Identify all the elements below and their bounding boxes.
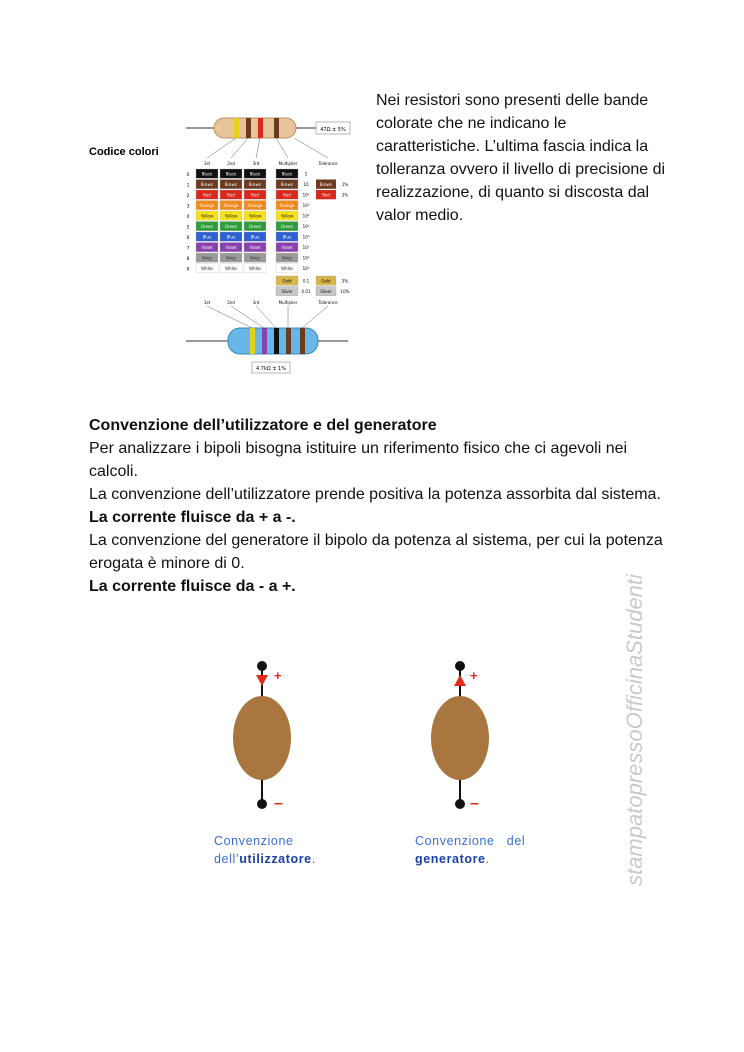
color-name: Red xyxy=(227,192,235,198)
column-header: 1st xyxy=(203,300,211,305)
multiplier-value: 0.1 xyxy=(302,278,310,284)
digit-label: 4 xyxy=(186,215,190,220)
multiplier-value: 10⁹ xyxy=(302,266,310,271)
color-name: Green xyxy=(224,224,238,229)
minus-sign: – xyxy=(470,795,479,812)
color-name: Green xyxy=(200,224,214,229)
color-name: Red xyxy=(283,192,291,198)
color-code-label: Codice colori xyxy=(89,146,159,158)
color-name: Violet xyxy=(281,245,293,250)
digit-label: 9 xyxy=(186,267,190,273)
color-name: Grey xyxy=(250,255,260,261)
multiplier-value: 10⁷ xyxy=(302,245,310,250)
color-name: White xyxy=(281,266,293,271)
multiplier-value: 1 xyxy=(304,171,308,177)
bipole-user-convention-diagram xyxy=(222,658,302,818)
color-name: Violet xyxy=(201,245,213,250)
tolerance-value: 2% xyxy=(341,192,349,198)
digit-label: 5 xyxy=(186,225,190,231)
section-para-1: Per analizzare i bipoli bisogna istituire un riferimento fisico che ci agevoli nei calcoli. xyxy=(89,440,628,480)
color-name: Violet xyxy=(249,245,261,250)
generator-caption-period: . xyxy=(485,852,490,866)
color-name: Brown xyxy=(200,182,214,187)
bottom-value-label: 4.7kΩ ± 1% xyxy=(256,366,286,372)
current-direction-user: La corrente fluisce da + a -. xyxy=(89,509,296,526)
color-name: Blue xyxy=(226,234,236,240)
column-header: 3rd xyxy=(252,161,260,166)
column-header: 2nd xyxy=(227,161,235,166)
plus-sign: + xyxy=(470,668,478,683)
multiplier-value: 10⁸ xyxy=(302,255,310,261)
user-caption-period: . xyxy=(311,852,316,866)
color-name: Brown xyxy=(224,182,238,187)
tolerance-value: 10% xyxy=(340,289,350,294)
top-terminal xyxy=(455,661,465,671)
bottom-terminal xyxy=(455,799,465,809)
multiplier-value: 10² xyxy=(302,192,310,198)
color-name: Yellow xyxy=(224,213,238,219)
color-name: Blue xyxy=(282,234,292,240)
multiplier-value: 10⁶ xyxy=(302,234,310,240)
color-name: Black xyxy=(249,171,261,177)
bipole-body xyxy=(233,696,291,780)
section-heading: Convenzione dell’utilizzatore e del generatore xyxy=(89,417,437,434)
color-name: White xyxy=(201,266,213,271)
tolerance-name: Gold xyxy=(321,278,331,284)
generator-caption-line1: Convenzione del xyxy=(415,834,526,848)
color-name: Red xyxy=(203,192,211,198)
generator-convention-caption xyxy=(415,832,525,868)
color-name: Grey xyxy=(282,255,292,261)
color-name: Brown xyxy=(280,182,294,187)
color-name: Green xyxy=(248,224,262,229)
color-name: Yellow xyxy=(200,213,214,219)
generator-caption-keyword: generatore xyxy=(415,852,486,866)
top-terminal xyxy=(257,661,267,671)
digit-label: 8 xyxy=(186,257,190,262)
bipole-generator-convention-diagram xyxy=(420,658,500,818)
color-name: Yellow xyxy=(280,213,294,219)
tolerance-name: Silver xyxy=(320,289,332,294)
tolerance-value: 5% xyxy=(341,278,349,284)
multiplier-value: 10³ xyxy=(302,203,310,208)
section-para-3: La convenzione del generatore il bipolo da potenza al sistema, per cui la potenza erogata è minore di 0. xyxy=(89,532,663,572)
color-name: Yellow xyxy=(248,213,262,219)
color-name: White xyxy=(249,266,261,271)
user-convention-caption xyxy=(214,832,316,868)
color-name: Blue xyxy=(250,234,260,240)
column-header: Tolerance xyxy=(318,300,338,305)
digit-label: 7 xyxy=(186,246,190,252)
color-name: Orange xyxy=(247,203,263,208)
color-name: Grey xyxy=(202,255,212,261)
digit-label: 6 xyxy=(186,236,190,241)
column-header: Multiplier xyxy=(278,161,298,166)
user-caption-prefix: dell’ xyxy=(214,852,240,866)
resistor-color-code-figure xyxy=(176,108,356,376)
column-header: Multiplier xyxy=(278,300,298,305)
convention-section xyxy=(89,414,669,598)
top-value-label: 47Ω ± 5% xyxy=(320,127,346,133)
tolerance-name: Brown xyxy=(319,182,333,187)
color-name: White xyxy=(225,266,237,271)
multiplier-value: 10⁵ xyxy=(302,224,310,229)
color-name: Gold xyxy=(282,278,292,284)
band-pointer-line xyxy=(302,306,328,328)
watermark xyxy=(610,540,660,920)
current-arrow-up-icon xyxy=(454,675,466,686)
color-name: Red xyxy=(251,192,259,198)
color-name: Black xyxy=(225,171,237,177)
color-name: Green xyxy=(280,224,294,229)
color-name: Orange xyxy=(279,203,295,208)
digit-label: 2 xyxy=(186,194,190,199)
tolerance-name: Red xyxy=(322,192,330,198)
digit-label: 0 xyxy=(186,173,190,178)
watermark-text: stampatopressoOfficinaStudenti xyxy=(622,574,647,886)
current-direction-generator: La corrente fluisce da - a +. xyxy=(89,578,296,595)
user-caption-keyword: utilizzatore xyxy=(239,852,312,866)
color-name: Silver xyxy=(281,289,293,294)
intro-paragraph: Nei resistori sono presenti delle bande colorate che ne indicano le caratteristiche. L’ultima fascia indica la tolleranza ovvero il livello di precisione di realizzazione, di quanto si discosta dal valor medio. xyxy=(376,92,666,224)
color-name: Orange xyxy=(199,203,215,208)
color-name: Blue xyxy=(202,234,212,240)
column-header: 1st xyxy=(203,161,211,166)
digit-label: 3 xyxy=(186,204,190,210)
user-caption-line1: Convenzione xyxy=(214,834,294,848)
digit-label: 1 xyxy=(186,183,190,189)
color-name: Grey xyxy=(226,255,236,261)
color-name: Black xyxy=(201,171,213,177)
column-header: 2nd xyxy=(227,300,235,305)
color-name: Black xyxy=(281,171,293,177)
column-header: Tolerance xyxy=(318,161,338,166)
multiplier-value: 10⁴ xyxy=(302,213,310,219)
minus-sign: – xyxy=(274,795,283,812)
tolerance-value: 1% xyxy=(341,182,349,187)
color-name: Brown xyxy=(248,182,262,187)
color-name: Violet xyxy=(225,245,237,250)
band-pointer-line xyxy=(207,306,252,328)
multiplier-value: 0.01 xyxy=(301,289,311,294)
multiplier-value: 10 xyxy=(303,182,309,187)
plus-sign: + xyxy=(274,668,282,683)
top-resistor-body xyxy=(214,118,296,138)
column-header: 3rd xyxy=(252,300,260,305)
bipole-body xyxy=(431,696,489,780)
current-arrow-down-icon xyxy=(256,675,268,686)
section-para-2: La convenzione dell’utilizzatore prende positiva la potenza assorbita dal sistema. xyxy=(89,486,661,503)
color-name: Orange xyxy=(223,203,239,208)
bottom-terminal xyxy=(257,799,267,809)
